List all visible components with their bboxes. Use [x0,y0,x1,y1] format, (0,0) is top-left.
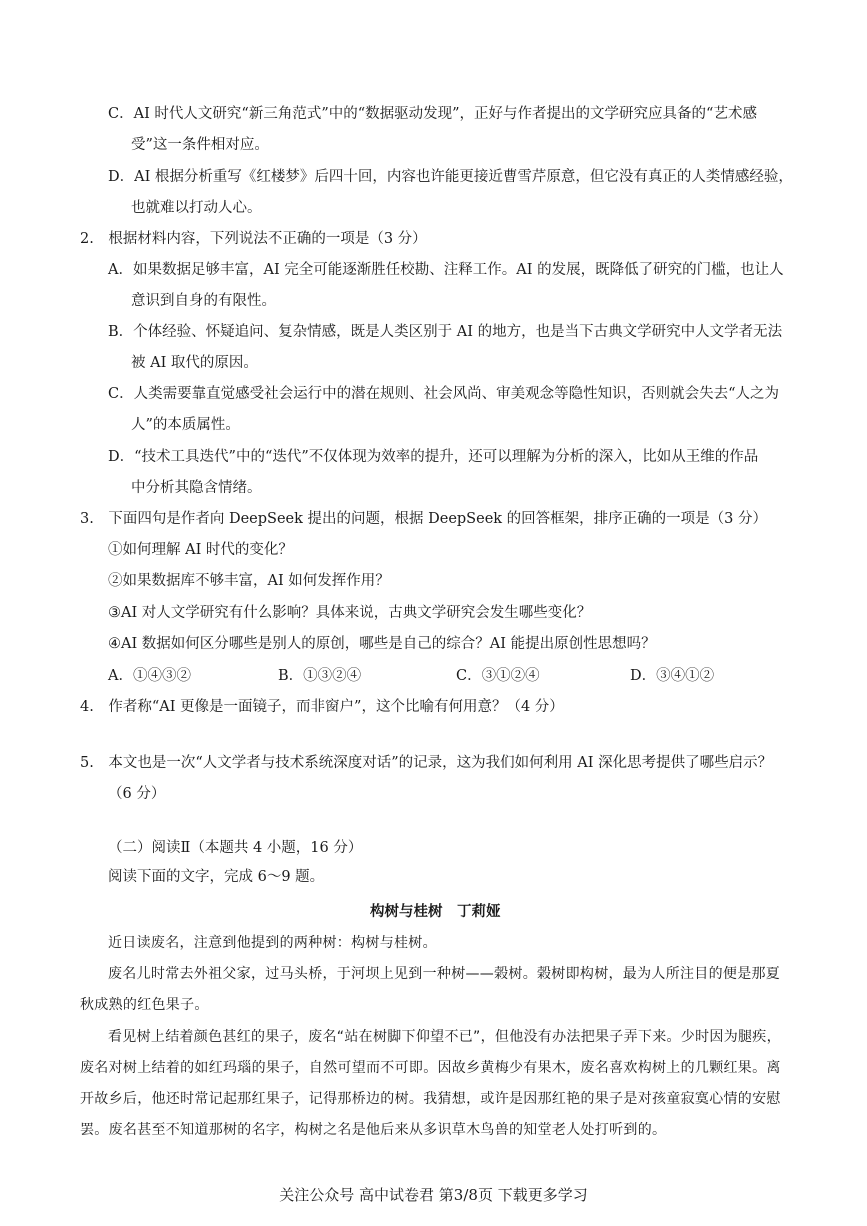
passage-paragraph-3-line4: 罢。废名甚至不知道那树的名字，构树之名是他后来从多识草木鸟兽的知堂老人处打听到的。 [80,1122,667,1138]
q3-option-c: C．③①②④ [456,668,540,684]
q2-option-a-line1: A．如果数据足够丰富，AI 完全可能逐渐胜任校勘、注释工作。AI 的发展，既降低了研究的门槛，也让人 [108,262,784,278]
q2-stem: 2. 根据材料内容，下列说法不正确的一项是（3 分） [80,231,427,247]
q1-option-c-line1: C．AI 时代人文研究“新三角范式”中的“数据驱动发现”，正好与作者提出的文学研究应具备的“艺术感 [108,106,757,122]
q3-sentence-3: ③AI 对人文学研究有什么影响？具体来说，古典文学研究会发生哪些变化？ [108,605,592,621]
section-heading: （二）阅读Ⅱ（本题共 4 小题，16 分） [108,840,363,856]
q2-option-c-line2: 人”的本质属性。 [131,417,240,433]
q2-option-d-line2: 中分析其隐含情绪。 [131,480,262,496]
passage-paragraph-2-line1: 废名儿时常去外祖父家，过马头桥，于河坝上见到一种树——榖树。榖树即构树，最为人所注目的便是那夏 [108,966,781,982]
q1-option-d-line2: 也就难以打动人心。 [131,200,262,216]
q3-option-d: D．③④①② [630,668,715,684]
q5-stem-line1: 5. 本文也是一次“人文学者与技术系统深度对话”的记录，这为我们如何利用 AI 深化思考提供了哪些启示？ [80,755,773,771]
q2-option-a-line2: 意识到自身的有限性。 [131,293,276,309]
q5-stem-line2: （6 分） [108,786,166,802]
q3-sentence-1: ①如何理解 AI 时代的变化？ [108,542,293,558]
q2-option-b-line2: 被 AI 取代的原因。 [131,355,258,371]
q3-option-a: A．①④③② [108,668,191,684]
passage-paragraph-1: 近日读废名，注意到他提到的两种树：构树与桂树。 [108,935,437,951]
q2-option-b-line1: B．个体经验、怀疑追问、复杂情感，既是人类区别于 AI 的地方，也是当下古典文学研究中人文学者无法 [108,324,783,340]
q1-option-c-line2: 受”这一条件相对应。 [131,137,269,153]
page-footer: 关注公众号 高中试卷君 第3/8页 下载更多学习 [279,1186,588,1204]
q2-option-c-line1: C．人类需要靠直觉感受社会运行中的潜在规则、社会风尚、审美观念等隐性知识，否则就会失去“人之为 [108,386,780,402]
passage-paragraph-2-line2: 秋成熟的红色果子。 [80,997,209,1013]
passage-paragraph-3-line2: 废名对树上结着的如红玛瑙的果子，自然可望而不可即。因故乡黄梅少有果木，废名喜欢构树上的几颗红果。离 [80,1060,781,1076]
passage-paragraph-3-line3: 开故乡后，他还时常记起那红果子，记得那桥边的树。我猜想，或许是因那红艳的果子是对孩童寂寞心情的安慰 [80,1091,781,1107]
q3-option-b: B．①③②④ [278,668,362,684]
passage-title: 构树与桂树 丁莉娅 [370,903,501,920]
q2-option-d-line1: D．“技术工具迭代”中的“迭代”不仅体现为效率的提升，还可以理解为分析的深入，比如从王维的作品 [108,449,759,465]
q1-option-d-line1: D．AI 根据分析重写《红楼梦》后四十回，内容也许能更接近曹雪芹原意，但它没有真正的人类情感经验， [108,169,793,185]
passage-paragraph-3-line1: 看见树上结着颜色甚红的果子，废名“站在树脚下仰望不已”，但他没有办法把果子弄下来。少时因为腿疾， [108,1029,781,1045]
q3-sentence-2: ②如果数据库不够丰富，AI 如何发挥作用？ [108,573,390,589]
q4-stem: 4. 作者称“AI 更像是一面镜子，而非窗户”，这个比喻有何用意？（4 分） [80,699,564,715]
section-instruction: 阅读下面的文字，完成 6～9 题。 [108,869,325,885]
q3-stem: 3. 下面四句是作者向 DeepSeek 提出的问题，根据 DeepSeek 的回答框架，排序正确的一项是（3 分） [80,511,768,527]
q3-sentence-4: ④AI 数据如何区分哪些是别人的原创，哪些是自己的综合？AI 能提出原创性思想吗？ [108,636,656,652]
